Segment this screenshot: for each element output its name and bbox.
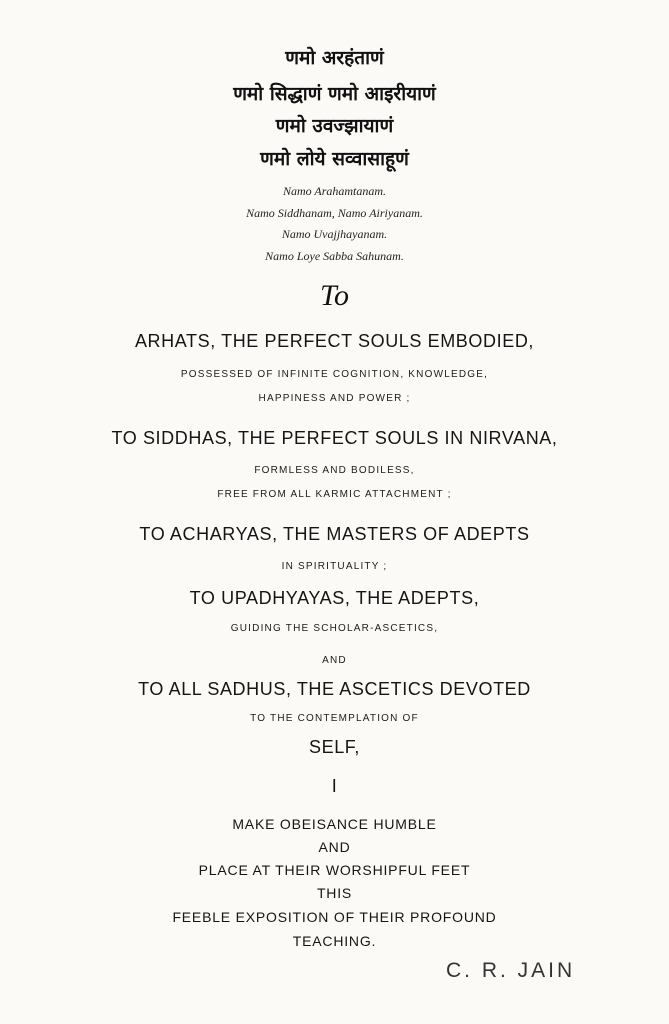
devanagari-line-2: णमो सिद्धाणं णमो आइरीयाणं xyxy=(233,83,436,105)
siddhas-line: TO SIDDHAS, THE PERFECT SOULS IN NIRVANA, xyxy=(111,428,558,448)
upadhyayas-line: TO UPADHYAYAS, THE ADEPTS, xyxy=(189,588,480,608)
sadhus-line: TO ALL SADHUS, THE ASCETICS DEVOTED xyxy=(138,679,531,699)
closing-line-1: MAKE OBEISANCE HUMBLE xyxy=(232,816,437,832)
siddhas-subline-2: FREE FROM ALL KARMIC ATTACHMENT ; xyxy=(217,489,452,500)
sadhus-subline: TO THE CONTEMPLATION OF xyxy=(250,713,419,724)
transliteration-line-2: Namo Siddhanam, Namo Airiyanam. xyxy=(246,206,423,220)
transliteration-line-4: Namo Loye Sabba Sahunam. xyxy=(265,249,404,263)
closing-line-5: FEEBLE EXPOSITION OF THEIR PROFOUND xyxy=(172,909,497,925)
arhats-line: ARHATS, THE PERFECT SOULS EMBODIED, xyxy=(134,331,535,351)
acharyas-subline: IN SPIRITUALITY ; xyxy=(281,561,388,572)
acharyas-line: TO ACHARYAS, THE MASTERS OF ADEPTS xyxy=(139,524,530,544)
upadhyayas-subline: GUIDING THE SCHOLAR-ASCETICS, xyxy=(230,623,439,634)
author-signature: C. R. JAIN xyxy=(446,959,576,982)
arhats-subline-1: POSSESSED OF INFINITE COGNITION, KNOWLEDGE, xyxy=(180,369,489,380)
and-line: AND xyxy=(322,655,347,666)
transliteration-line-1: Namo Arahamtanam. xyxy=(282,184,387,198)
devanagari-line-3: णमो उवज्झायाणं xyxy=(275,115,394,137)
devanagari-line-4: णमो लोये सव्वासाहूणं xyxy=(260,148,409,170)
closing-line-6: TEACHING. xyxy=(292,933,377,949)
dedication-to-heading: To xyxy=(320,279,349,312)
devanagari-line-1: णमो अरहंताणं xyxy=(285,47,384,69)
transliteration-line-3: Namo Uvajjhayanam. xyxy=(281,227,388,241)
closing-line-2: AND xyxy=(318,839,351,855)
arhats-subline-2: HAPPINESS AND POWER ; xyxy=(258,393,411,404)
closing-line-4: THIS xyxy=(316,885,353,901)
i-line: I xyxy=(331,776,338,796)
siddhas-subline-1: FORMLESS AND BODILESS, xyxy=(254,465,415,476)
self-line: SELF, xyxy=(308,737,361,757)
closing-line-3: PLACE AT THEIR WORSHIPFUL FEET xyxy=(198,862,471,878)
